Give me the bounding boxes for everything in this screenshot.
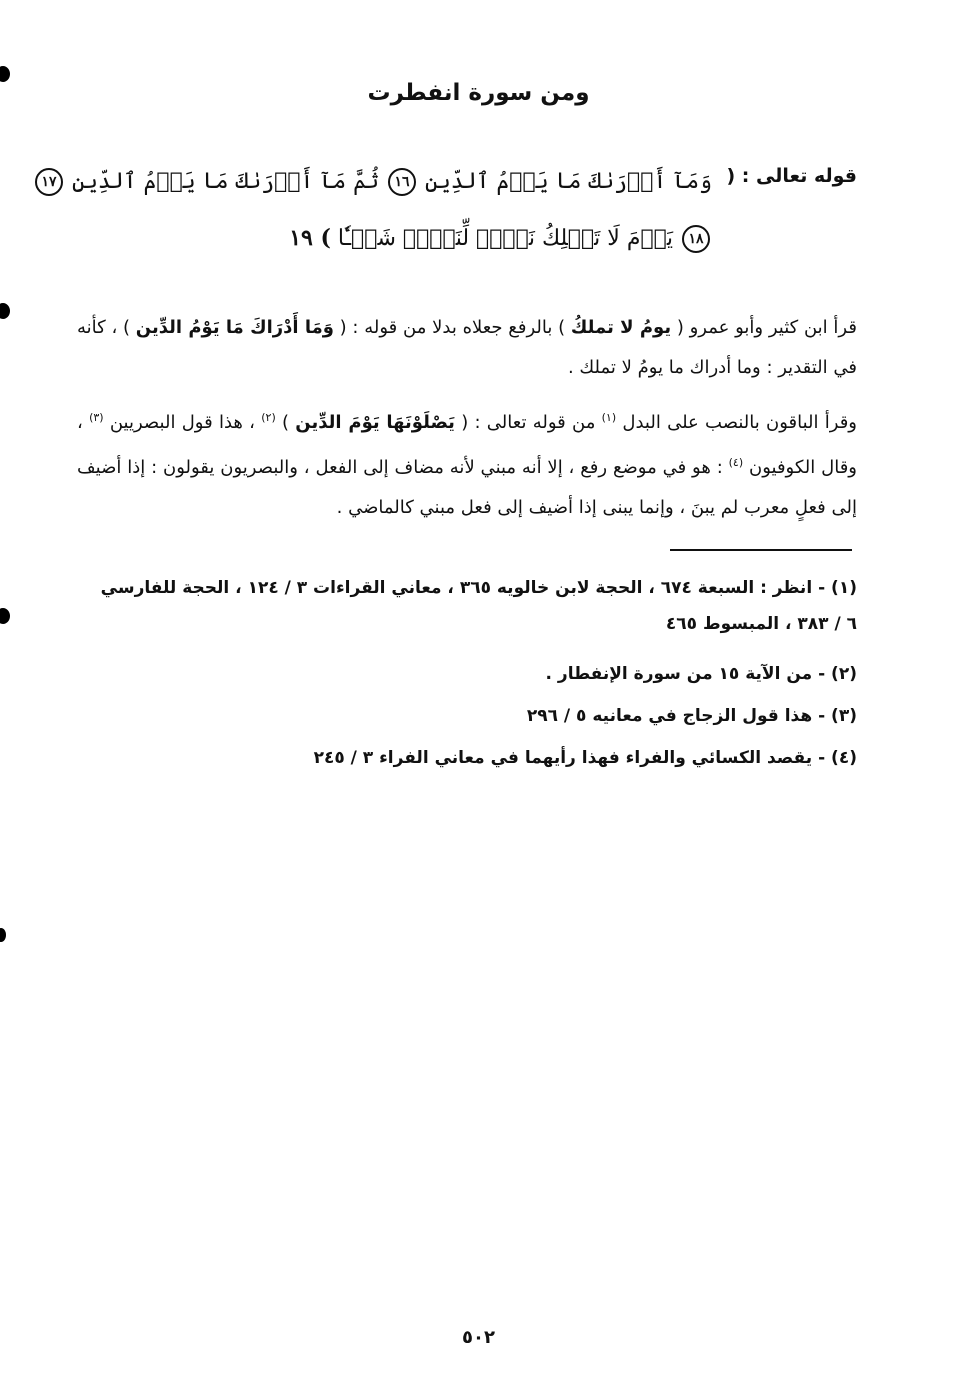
page-number: ٥٠٢ [462, 1327, 495, 1348]
footnote-number: (٢) - [818, 664, 857, 684]
footnote-ref: (١) [601, 411, 617, 424]
verse-text: يَوۡمَ لَا تَمۡلِكُ نَفۡسٞ لِّنَفۡسٖ شَيۡـٔٗا [337, 226, 673, 251]
ayah-marker: ١٦ [388, 168, 416, 196]
punch-hole [0, 303, 10, 319]
footnote-number: (٣) - [818, 706, 857, 726]
text: ) [282, 412, 290, 433]
text: ، هذا قول البصريين [109, 412, 255, 433]
text: ) بالرفع جعلاه بدلا من قوله : ( [339, 317, 566, 338]
verse-text: وَمَآ أَدۡرَىٰكَ مَا يَوۡمُ ٱلدِّينِ [424, 169, 712, 194]
footnote-text: هذا قول الزجاج في معانيه ٥ / ٢٩٦ [526, 706, 813, 726]
text: قرأ ابن كثير وأبو عمرو ( [676, 317, 857, 338]
verse-line-2 [289, 218, 712, 259]
footnote-ref: (٤) [728, 456, 744, 469]
text: ، وقال الكوفيون [77, 412, 857, 478]
footnote-ref: (٣) [89, 411, 104, 424]
verse-intro [727, 165, 858, 187]
footnote [97, 570, 857, 642]
verse-close: ) ١٩ [289, 225, 331, 251]
page-title: ومن سورة انفطرت [367, 80, 590, 106]
footnote-text: انظر : السبعة ٦٧٤ ، الحجة لابن خالويه ٣٦٥ ، معاني القراءات ٣ / ١٢٤ ، الحجة للفارسي ٦ / ٣٨٣ ، المبسوط ٤٦٥ [100, 578, 857, 634]
footnote-ref: (٢) [261, 411, 276, 424]
paragraph [77, 398, 857, 528]
footnote [97, 698, 857, 734]
footnote-number: (١) - [818, 578, 857, 598]
verse-intro-text: قوله تعالى : ( [726, 165, 857, 187]
footnote-number: (٤) - [818, 748, 857, 768]
text: وقرأ الباقون بالنصب على البدل [622, 412, 857, 433]
footnote [97, 740, 857, 776]
footnote [97, 656, 857, 692]
ayah-marker: ١٨ [682, 225, 710, 253]
ayah-marker: ١٧ [35, 168, 63, 196]
text: من قوله تعالى : ( [461, 412, 596, 433]
text: ) ، كأنه في التقدير : وما أدراك ما يومُ لا تملك . [77, 317, 857, 378]
verse-line-1 [41, 162, 712, 202]
quoted-reading: يومُ لا تملكُ [570, 317, 672, 338]
punch-hole [0, 928, 6, 942]
footnote-divider [670, 549, 852, 551]
footnote-text: من الآية ١٥ من سورة الإنفطار . [545, 664, 813, 684]
punch-hole [0, 608, 10, 624]
quoted-verse: وَمَا أَدْرَاكَ مَا يَوْمُ الدِّين [135, 317, 334, 338]
quoted-verse: يَصْلَوْنَهَا يَوْمَ الدِّين [295, 412, 455, 433]
text: : هو في موضع رفع ، إلا أنه مبني لأنه مضاف إلى الفعل ، والبصريون يقولون : إذا أضيف إلى فعلٍ معرب لم يبنَ ، وإنما يبنى إذا أضيف إلى فعل مبني كالماضي . [77, 457, 857, 518]
verse-text: ثُمَّ مَآ أَدۡرَىٰكَ مَا يَوۡمُ ٱلدِّينِ [72, 169, 379, 194]
footnote-text: يقصد الكسائي والفراء فهذا رأيهما في معاني الفراء ٣ / ٢٤٥ [313, 748, 813, 768]
paragraph [77, 308, 857, 388]
